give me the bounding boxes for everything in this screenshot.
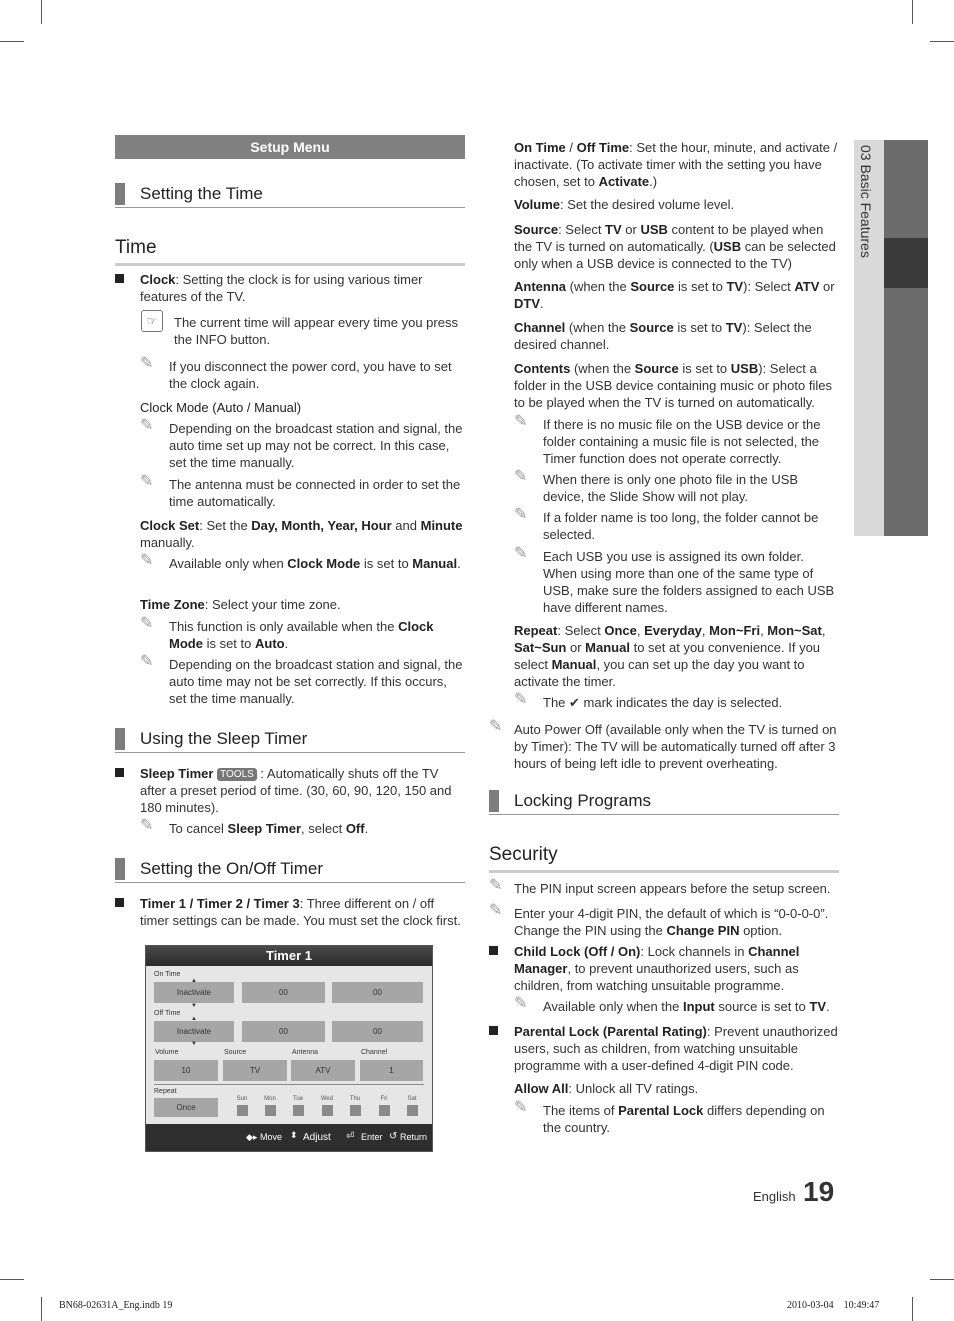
parental-lock-paragraph [514, 1023, 839, 1074]
allow-all-paragraph [514, 1080, 839, 1097]
text-bold: Volume [514, 197, 560, 212]
volume-label: Volume [155, 1049, 179, 1056]
crop-mark [930, 41, 954, 42]
contents-note3: If a folder name is too long, the folder cannot be selected. [543, 510, 819, 542]
text: is set to [673, 320, 726, 335]
crop-mark [41, 0, 42, 24]
section-title: Setting the On/Off Timer [140, 859, 323, 878]
divider [154, 1084, 424, 1085]
text: content to be played when the TV is turned on automatically. ( [514, 222, 824, 254]
text: . [457, 556, 461, 571]
note-pencil-icon: ✎ [514, 545, 528, 562]
text: is set to [360, 556, 413, 571]
on-time-label: On Time [154, 971, 181, 978]
contents-note4: Each USB you use is assigned its own folder. When using more than one of the same type of USB, make sure the folders assigned to each USB have different names. [543, 549, 835, 615]
text: or [819, 279, 835, 294]
note-pencil-icon: ✎ [140, 355, 154, 372]
text: (when the [565, 320, 630, 335]
day-checkbox[interactable] [350, 1105, 361, 1116]
day-checkbox[interactable] [237, 1105, 248, 1116]
day-checkbox[interactable] [293, 1105, 304, 1116]
page-number: 19 [803, 1176, 835, 1207]
text-bold: Source [634, 361, 679, 376]
off-time-activate-field[interactable]: Inactivate [154, 1021, 234, 1042]
text: can be selected only when a USB device is connected to the TV) [514, 239, 836, 271]
contents-note2: When there is only one photo file in the USB device, the Slide Show will not play. [543, 472, 799, 504]
arrow-up-icon: ▲ [191, 1016, 197, 1022]
text-bold: Off [345, 821, 365, 836]
time-zone-label: Time Zone [140, 597, 205, 612]
text-bold: Clock Mode [287, 556, 361, 571]
sleep-label: Sleep Timer [140, 766, 214, 781]
child-lock-note [543, 998, 839, 1015]
footer-timestamp: 2010-03-04 10:49:47 [787, 1300, 880, 1311]
text-bold: Source [514, 222, 559, 237]
text-bold: Repeat [514, 623, 558, 638]
text: : Select [557, 623, 605, 638]
note-pencil-icon: ✎ [140, 417, 154, 434]
antenna-field[interactable]: ATV [291, 1060, 355, 1081]
bullet-icon [115, 898, 124, 907]
note-pencil-icon: ✎ [489, 902, 503, 919]
move-label: Move [260, 1132, 283, 1142]
clock-mode-note1: Depending on the broadcast station and signal, the auto time set up may not be correct. In this case, set the time manually. [169, 421, 463, 470]
text-bold: TV [809, 999, 827, 1014]
off-time-hour-field[interactable]: 00 [242, 1021, 325, 1042]
parental-note [543, 1102, 839, 1136]
text: , select [301, 821, 346, 836]
day-label: Tue [292, 1096, 304, 1102]
text: differs depending on the country. [543, 1103, 825, 1135]
section-marker [115, 858, 125, 880]
text-bold: Manual [412, 556, 458, 571]
text-bold: TV [725, 320, 743, 335]
timer-panel [145, 945, 433, 1152]
text: is set to [678, 361, 731, 376]
text-bold: Mon~Sat [767, 623, 822, 638]
text-bold: Source [629, 320, 674, 335]
text: To cancel [169, 821, 228, 836]
security-heading: Security [489, 844, 839, 873]
text: (when the [570, 361, 635, 376]
text: or [566, 640, 586, 655]
text: : Select your time zone. [204, 597, 341, 612]
return-icon: ↺ [389, 1131, 398, 1142]
text-bold: Mon~Fri [709, 623, 761, 638]
text: Available only when the [543, 999, 683, 1014]
text: manually. [140, 535, 195, 550]
text: is set to [674, 279, 727, 294]
note-pencil-icon: ✎ [514, 691, 528, 708]
text-bold: TV [605, 222, 622, 237]
text-bold: TV [726, 279, 744, 294]
text-bold: Sat~Sun [514, 640, 567, 655]
day-checkbox[interactable] [379, 1105, 390, 1116]
text: . [540, 296, 544, 311]
day-label: Mon [264, 1096, 276, 1102]
clock-set-note [169, 555, 464, 572]
text-bold: Child Lock (Off / On) [514, 944, 641, 959]
text: Enter your 4-digit PIN, the default of which is “0-0-0-0”. Change the PIN using the [514, 906, 829, 938]
note-pencil-icon: ✎ [489, 877, 503, 894]
return-label: Return [400, 1132, 428, 1142]
clock-set-paragraph [140, 517, 465, 551]
text: This function is only available when the [169, 619, 399, 634]
text-bold: USB [730, 361, 759, 376]
antenna-paragraph [514, 278, 839, 312]
sleep-note [169, 820, 464, 837]
enter-icon: ⏎ [346, 1131, 355, 1142]
clock-label: Clock [140, 272, 176, 287]
repeat-field[interactable]: Once [154, 1098, 218, 1117]
arrow-up-icon: ▲ [191, 978, 197, 984]
text: source is set to [714, 999, 810, 1014]
text: ): Select [743, 279, 795, 294]
crop-mark [41, 1297, 42, 1321]
section-on-off-timer [115, 858, 465, 883]
text-bold: DTV [514, 296, 540, 311]
text-bold: Off Time [576, 140, 630, 155]
section-marker [115, 183, 125, 205]
time-zone-paragraph [140, 596, 465, 613]
text-bold: Parental Lock (Parental Rating) [514, 1024, 707, 1039]
text: ): Select a folder in the USB device containing music or photo files to be played when the TV is turned on automatically. [514, 361, 832, 410]
bullet-icon [489, 1026, 498, 1035]
on-time-minute-field[interactable]: 00 [332, 982, 423, 1003]
on-time-hour-field[interactable]: 00 [242, 982, 325, 1003]
text: to set at you convenience. If you select [514, 640, 821, 672]
source-field[interactable]: TV [223, 1060, 287, 1081]
move-arrows-icon: ◆▸ [246, 1132, 258, 1142]
contents-note1: If there is no music file on the USB device or the folder containing a music file is not selected, the Timer function does not operate correctly. [543, 417, 821, 466]
day-label: Sat [407, 1096, 417, 1102]
text: ): Select the desired channel. [514, 320, 812, 352]
day-checkbox[interactable] [265, 1105, 276, 1116]
text-bold: Contents [514, 361, 571, 376]
on-time-activate-field[interactable]: Inactivate [154, 982, 234, 1003]
check-mark-icon: ✔ [569, 695, 580, 710]
disconnect-note: If you disconnect the power cord, you have to set the clock again. [169, 359, 452, 391]
day-label: Sun [236, 1096, 248, 1102]
text-bold: Manual [585, 640, 630, 655]
text-bold: Allow All [514, 1081, 569, 1096]
section-title: Setting the Time [140, 184, 263, 203]
arrow-down-icon: ▼ [191, 1041, 197, 1047]
side-tab-dark [884, 140, 928, 536]
text: / [565, 140, 577, 155]
note-pencil-icon: ✎ [514, 468, 528, 485]
repeat-paragraph: Repeat: Select Once, Everyday, Mon~Fri, Mon~Sat, Sat~Sun or Manual to set at you convenience. If you select Manual, you can set up the day you want to activate the timer. [514, 623, 826, 689]
off-time-label: Off Time [154, 1010, 181, 1017]
timer-label: Timer 1 / Timer 2 / Timer 3 [140, 896, 300, 911]
note-pencil-icon: ✎ [140, 615, 154, 632]
crop-mark [912, 0, 913, 24]
text: : Lock channels in [640, 944, 749, 959]
note-pencil-icon: ✎ [514, 413, 528, 430]
note-pencil-icon: ✎ [140, 552, 154, 569]
day-label: Wed [320, 1096, 334, 1102]
text-bold: Input [682, 999, 715, 1014]
on-off-time-paragraph [514, 139, 839, 190]
section-title: Locking Programs [514, 791, 652, 810]
text: The [543, 695, 570, 710]
text: mark indicates the day is selected. [579, 695, 783, 710]
text-bold: Auto [254, 636, 285, 651]
text-bold: Parental Lock [618, 1103, 704, 1118]
note-pencil-icon: ✎ [514, 995, 528, 1012]
antenna-label: Antenna [292, 1049, 319, 1056]
note-pencil-icon: ✎ [140, 473, 154, 490]
security-note2 [514, 905, 839, 939]
text-bold: Clock Mode [169, 619, 434, 651]
text: or [621, 222, 641, 237]
text: (when the [566, 279, 631, 294]
sleep-paragraph [140, 765, 465, 816]
text-bold: Channel Manager [514, 944, 800, 976]
text: The items of [543, 1103, 619, 1118]
text-bold: USB [640, 222, 668, 237]
text: and [391, 518, 421, 533]
bullet-icon [115, 768, 124, 777]
security-note1: The PIN input screen appears before the setup screen. [514, 881, 831, 896]
text: , to prevent unauthorized users, such as children, from watching unsuitable programme. [514, 961, 799, 993]
text: Available only when [169, 556, 288, 571]
clock-paragraph [140, 271, 465, 305]
text-bold: Everyday [644, 623, 702, 638]
arrow-down-icon: ▼ [191, 1003, 197, 1009]
section-setting-time [115, 183, 465, 208]
note-pencil-icon: ✎ [140, 817, 154, 834]
tools-badge-icon: TOOLS [217, 768, 257, 781]
section-locking-programs [489, 790, 839, 815]
text: : Automatically shuts off the TV after a preset period of time. (30, 60, 90, 120, 150 and 180 minutes). [140, 766, 452, 815]
contents-paragraph [514, 360, 839, 411]
text: .) [649, 174, 658, 189]
volume-paragraph [514, 196, 839, 213]
crop-mark [912, 1297, 913, 1321]
timer-panel-title: Timer 1 [146, 946, 432, 966]
text: , you can set up the day you want to activate the timer. [514, 657, 805, 689]
timer-panel-footer [146, 1124, 432, 1151]
text-bold: Minute [420, 518, 463, 533]
text: : Set the [199, 518, 252, 533]
text-bold: USB [713, 239, 742, 254]
text: : Prevent unauthorized users, such as children, from watching unsuitable programme with a user-defined 4-digit PIN code. [514, 1024, 838, 1073]
day-checkbox[interactable] [322, 1105, 333, 1116]
note-pencil-icon: ✎ [140, 653, 154, 670]
text: . [364, 821, 369, 836]
timer-paragraph [140, 895, 465, 929]
text: : Select [558, 222, 606, 237]
repeat-note [543, 694, 839, 711]
channel-paragraph [514, 319, 839, 353]
text-bold: Once [604, 623, 637, 638]
channel-label: Channel [361, 1049, 388, 1056]
auto-power-note: Auto Power Off (available only when the TV is turned on by Timer): The TV will be automatically turned off after 3 hours of being left idle to prevent overheating. [514, 722, 837, 771]
clock-set-label: Clock Set [140, 518, 200, 533]
time-zone-note2: Depending on the broadcast station and signal, the auto time may not be set correctly. If this occurs, set the time manually. [169, 657, 463, 706]
source-label: Source [224, 1049, 247, 1056]
text-bold: Manual [551, 657, 597, 672]
text-bold: Day, Month, Year, Hour [251, 518, 392, 533]
text: . [284, 636, 289, 651]
text-bold: ATV [794, 279, 820, 294]
text-bold: Antenna [514, 279, 566, 294]
clock-mode-note2: The antenna must be connected in order to set the time automatically. [169, 477, 461, 509]
text: : Set the desired volume level. [560, 197, 735, 212]
enter-label: Enter [361, 1132, 383, 1142]
section-title: Using the Sleep Timer [140, 729, 308, 748]
text-bold: Channel [514, 320, 566, 335]
page-language: English [753, 1189, 796, 1204]
note-pencil-icon: ✎ [514, 1099, 528, 1116]
adjust-label: Adjust [303, 1132, 331, 1143]
time-zone-note1 [169, 618, 464, 652]
text: : Set the hour, minute, and activate / inactivate. (To activate timer with the setting you have chosen, set to [514, 140, 838, 189]
clock-text: : Setting the clock is for using various timer features of the TV. [140, 272, 423, 304]
volume-field[interactable]: 10 [154, 1060, 218, 1081]
clock-mode-title: Clock Mode (Auto / Manual) [140, 400, 302, 415]
section-marker [489, 790, 499, 812]
note-pencil-icon: ✎ [489, 718, 503, 735]
text: : Unlock all TV ratings. [568, 1081, 699, 1096]
bullet-icon [115, 274, 124, 283]
adjust-arrows-icon: ⬍ [290, 1130, 298, 1140]
repeat-label: Repeat [154, 1088, 177, 1095]
setup-menu-bar: Setup Menu [115, 135, 465, 159]
text-bold: Source [630, 279, 675, 294]
remote-hand-icon: ☞ [141, 310, 163, 332]
text-bold: Sleep Timer [227, 821, 302, 836]
side-tab-label: 03 Basic Features [858, 145, 874, 258]
text-bold: On Time [514, 140, 566, 155]
source-paragraph [514, 221, 839, 272]
crop-mark [930, 1279, 954, 1280]
text: is set to [202, 636, 255, 651]
text: . [826, 999, 830, 1014]
day-label: Thu [349, 1096, 361, 1102]
crop-mark [0, 1279, 24, 1280]
time-heading: Time [115, 237, 465, 266]
text: option. [739, 923, 783, 938]
footer-file: BN68-02631A_Eng.indb 19 [59, 1300, 173, 1311]
text-bold: Activate [598, 174, 650, 189]
channel-field[interactable]: 1 [360, 1060, 423, 1081]
text-bold: Change PIN [666, 923, 740, 938]
section-marker [115, 728, 125, 750]
info-note: The current time will appear every time you press the INFO button. [174, 315, 458, 347]
text: : Three different on / off timer settings can be made. You must set the clock first. [140, 896, 461, 928]
bullet-icon [489, 946, 498, 955]
section-sleep-timer [115, 728, 465, 753]
day-checkbox[interactable] [407, 1105, 418, 1116]
child-lock-paragraph [514, 943, 839, 994]
day-label: Fri [380, 1096, 388, 1102]
note-pencil-icon: ✎ [514, 506, 528, 523]
crop-mark [0, 41, 24, 42]
side-tab-marker [884, 238, 928, 288]
off-time-minute-field[interactable]: 00 [332, 1021, 423, 1042]
